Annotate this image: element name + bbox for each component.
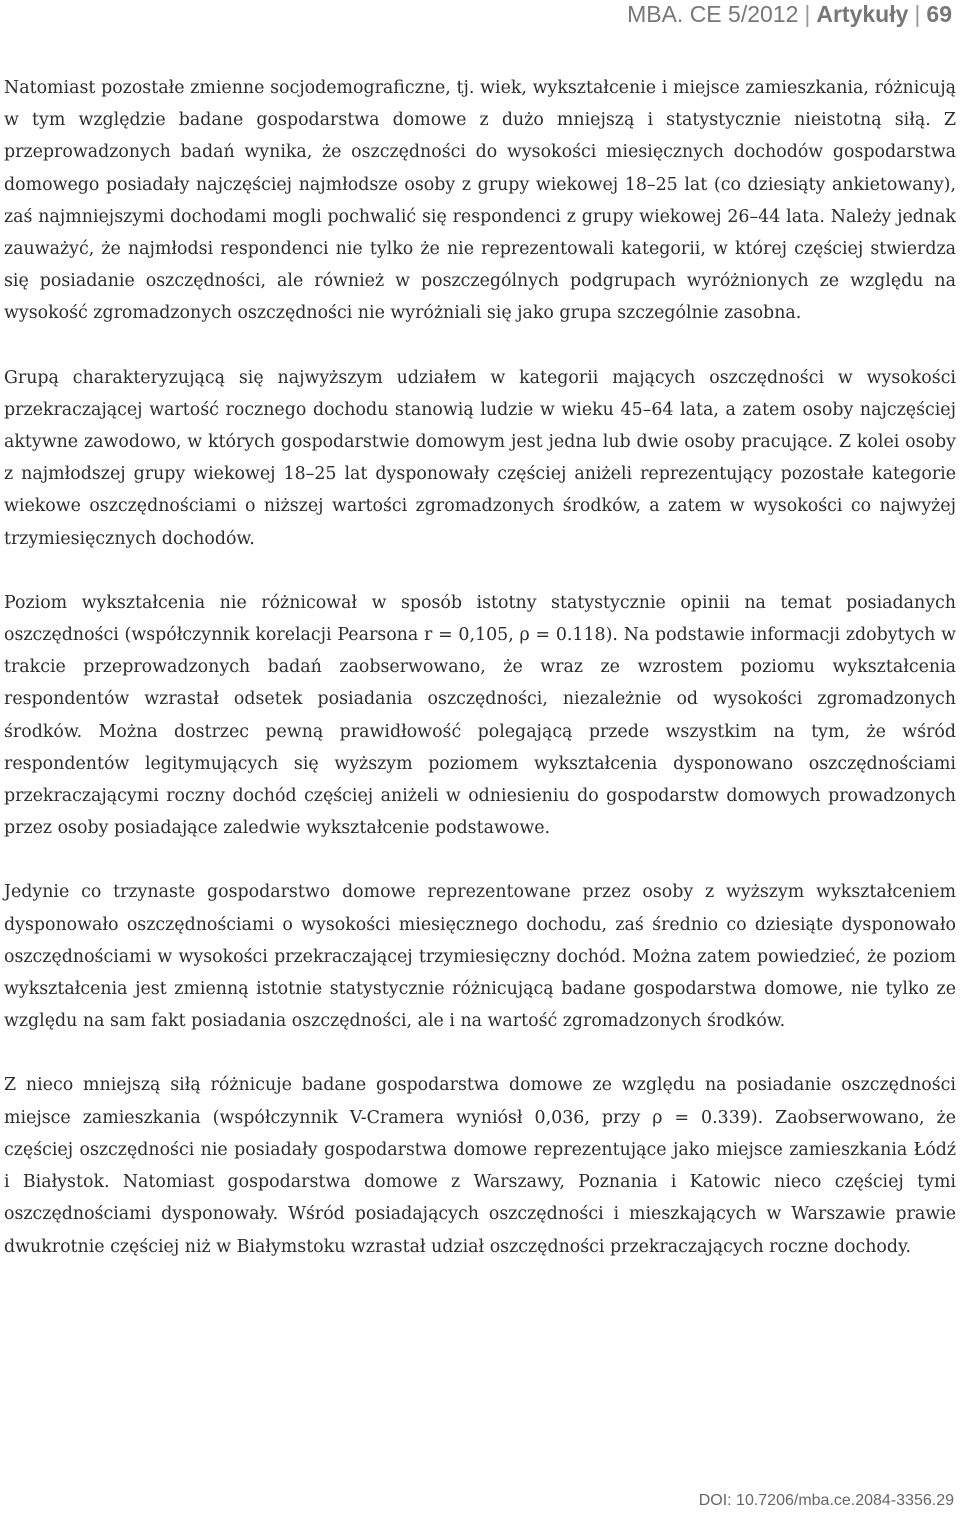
journal-issue: MBA. CE 5/2012 xyxy=(627,1,799,27)
running-header xyxy=(627,0,952,28)
paragraph-4: Jedynie co trzynaste gospodarstwo domowe reprezentowane przez osoby z wyższym wykształceniem dysponowało oszczędnościami o wysokości miesięcznego dochodu, zaś średnio co dziesiąte dysponowało oszczędnościami w wysokości przekraczającej trzymiesięczny dochód. Można zatem powiedzieć, że poziom wykształcenia jest zmienną istotnie statystycznie różnicującą badane gospodarstwa domowe, nie tylko ze względu na sam fakt posiadania oszczędności, ale i na wartość zgromadzonych środków. xyxy=(4,882,956,1032)
paragraph-5: Z nieco mniejszą siłą różnicuje badane gospodarstwa domowe ze względu na posiadanie oszczędności miejsce zamieszkania (współczynnik V-Cramera wyniósł 0,036, przy ρ = 0.339). Zaobserwowano, że częściej oszczędności nie posiadały gospodarstwa domowe reprezentujące jako miejsce zamieszkania Łódź i Białystok. Natomiast gospodarstwa domowe z Warszawy, Poznania i Katowic nieco częściej tymi oszczędnościami dysponowały. Wśród posiadających oszczędności i mieszkających w Warszawie prawie dwukrotnie częściej niż w Białymstoku wzrastał udział oszczędności przekraczających roczne dochody. xyxy=(4,1075,956,1257)
page-number: 69 xyxy=(926,1,952,27)
paragraph-2: Grupą charakteryzującą się najwyższym udziałem w kategorii mających oszczędności w wysokości przekraczającej wartość rocznego dochodu stanowią ludzie w wieku 45–64 lata, a zatem osoby najczęściej aktywne zawodowo, w których gospodarstwie domowym jest jedna lub dwie osoby pracujące. Z kolei osoby z najmłodszej grupy wiekowej 18–25 lat dysponowały częściej aniżeli reprezentujący pozostałe kategorie wiekowe oszczędnościami o niższej wartości zgromadzonych środków, a zatem w wysokości co najwyżej trzymiesięcznych dochodów. xyxy=(4,367,956,549)
header-separator: | xyxy=(804,1,811,27)
paragraph-1: Natomiast pozostałe zmienne socjodemograficzne, tj. wiek, wykształcenie i miejsce zamieszkania, różnicują w tym względzie badane gospodarstwa domowe z dużo mniejszą i statystycznie nieistotną siłą. Z przeprowadzonych badań wynika, że oszczędności do wysokości miesięcznych dochodów gospodarstwa domowego posiadały najczęściej najmłodsze osoby z grupy wiekowej 18–25 lat (co dziesiąty ankietowany), zaś najmniejszymi dochodami mogli pochwalić się respondenci z grupy wiekowej 26–44 lata. Należy jednak zauważyć, że najmłodsi respondenci nie tylko że nie reprezentowali kategorii, w której częściej stwierdza się posiadanie oszczędności, ale również w poszczególnych podgrupach wyróżnionych ze względu na wysokość zgromadzonych oszczędności nie wyróżniali się jako grupa szczególnie zasobna. xyxy=(4,78,956,324)
doi-footer: DOI: 10.7206/mba.ce.2084-3356.29 xyxy=(698,1492,954,1509)
article-body xyxy=(4,72,956,1295)
header-separator-2: | xyxy=(914,1,921,27)
paragraph-3: Poziom wykształcenia nie różnicował w sposób istotny statystycznie opinii na temat posiadanych oszczędności (współczynnik korelacji Pearsona r = 0,105, ρ = 0.118). Na podstawie informacji zdobytych w trakcie przeprowadzonych badań zaobserwowano, że wraz ze wzrostem poziomu wykształcenia respondentów wzrastał odsetek posiadania oszczędności, niezależnie od wysokości zgromadzonych środków. Można dostrzec pewną prawidłowość polegającą przede wszystkim na tym, że wśród respondentów legitymujących się wyższym poziomem wykształcenia dysponowano oszczędnościami przekraczającymi roczny dochód częściej aniżeli w odniesieniu do gospodarstw domowych prowadzonych przez osoby posiadające zaledwie wykształcenie podstawowe. xyxy=(4,592,956,839)
section-name: Artykuły xyxy=(816,1,909,27)
